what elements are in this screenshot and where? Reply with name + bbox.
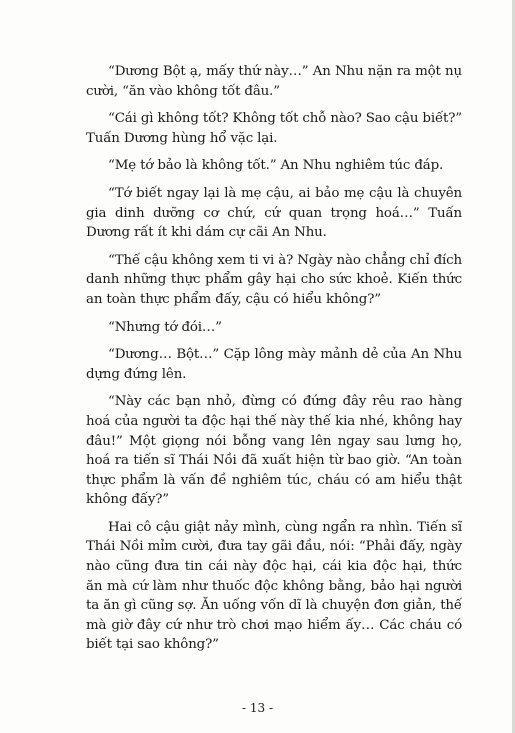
paragraph-6: “Nhưng tớ đói…” <box>108 319 222 335</box>
paragraph-3: “Mẹ tớ bảo là không tốt.” An Nhu nghiêm túc đáp. <box>108 158 444 174</box>
paragraph-7: “Dương… Bột…” Cặp lông mày mảnh dẻ của An Nhu dựng đứng lên. <box>86 347 462 382</box>
paragraph-5: “Thế cậu không xem ti vi à? Ngày nào chẳng chỉ đích danh những thực phẩm gây hại cho sức khoẻ. Kiến thức an toàn thực phẩm đấy, cậu có hiểu không?” <box>86 252 462 307</box>
page-number: - 13 - <box>241 701 273 715</box>
paragraph-1: “Dương Bột ạ, mấy thứ này…” An Nhu nặn ra một nụ cười, “ăn vào không tốt đâu.” <box>86 64 462 99</box>
paragraph-4: “Tớ biết ngay lại là mẹ cậu, ai bảo mẹ cậu là chuyên gia dinh dưỡng cơ chứ, cứ quan trọng hoá…” Tuấn Dương rất ít khi dám cự cãi An Nhu. <box>86 185 462 241</box>
paragraph-9: Hai cô cậu giật nảy mình, cùng ngẩn ra nhìn. Tiến sĩ Thái Nồi mỉm cười, đưa tay gãi đầu, nói: “Phải đấy, ngày nào cũng đưa tin cái này độc hại, cái kia độc hại, thức ăn mà cứ làm như thuốc độc không bằng, bảo hại người ta ăn gì cũng sợ. Ăn uống vốn dĩ là chuyện đơn giản, thế mà giờ đây cứ như trò chơi mạo hiểm ấy… Các cháu có biết tại sao không?” <box>86 519 462 653</box>
paragraph-2: “Cái gì không tốt? Không tốt chỗ nào? Sao cậu biết?” Tuấn Dương hùng hổ vặc lại. <box>86 111 462 146</box>
paragraph-8: “Này các bạn nhỏ, đừng có đứng đây rêu rao hàng hoá của người ta độc hại thế này thế kia nhé, không hay đâu!” Một giọng nói bỗng vang lên ngay sau lưng họ, hoá ra tiến sĩ Thái Nồi đã xuất hiện từ bao giờ. “An toàn thực phẩm là vấn đề nghiêm túc, cháu có am hiểu thật không đấy?” <box>86 394 462 508</box>
body-text <box>86 62 462 663</box>
